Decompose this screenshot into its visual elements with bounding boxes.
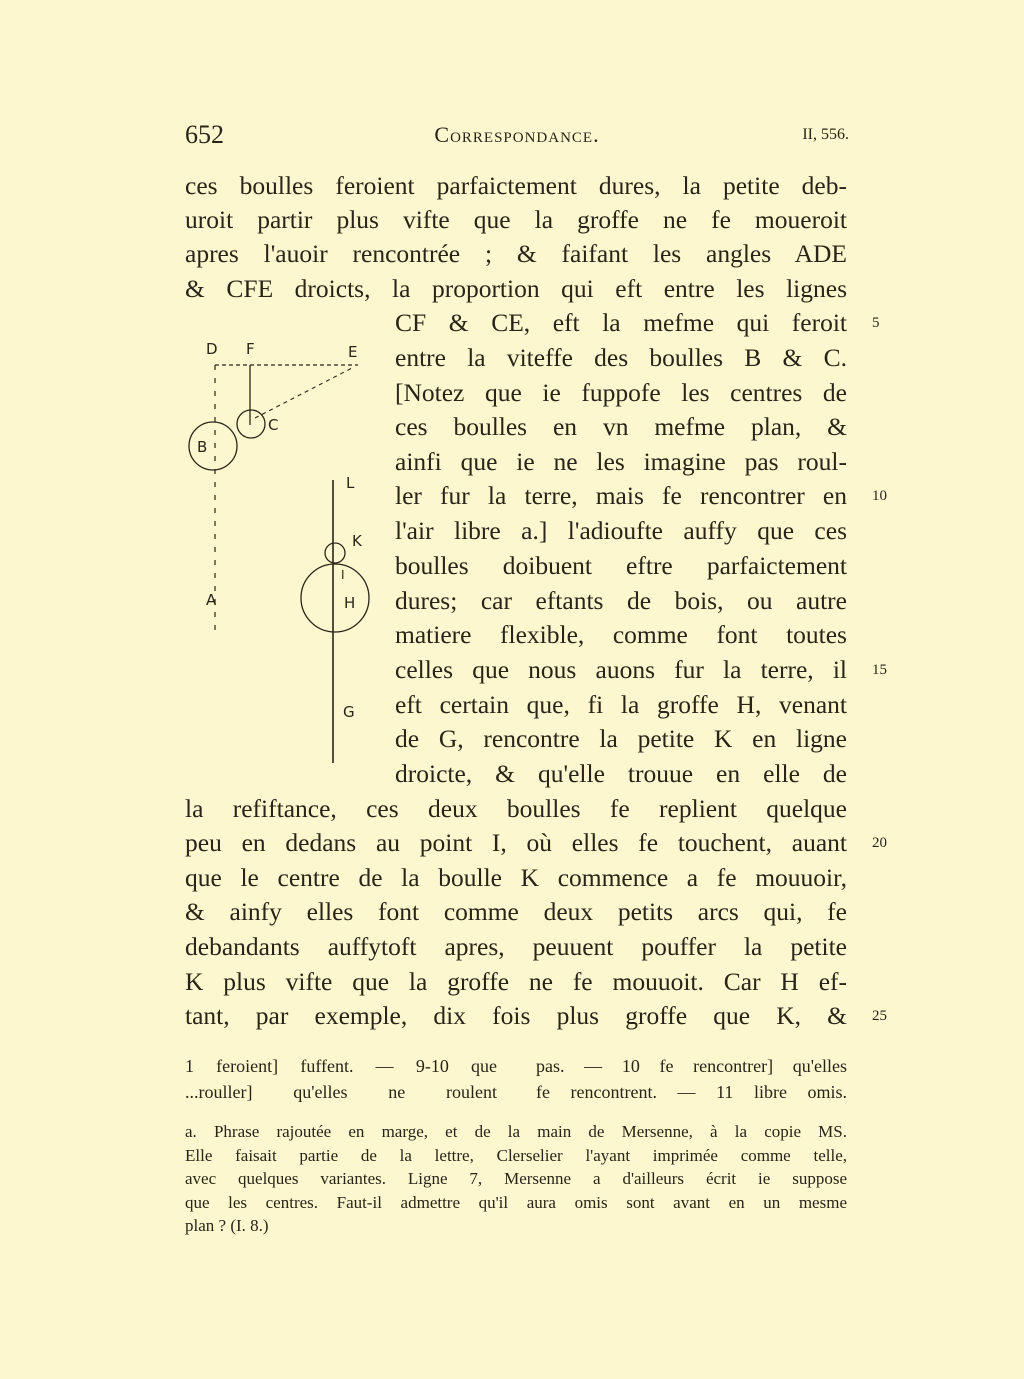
ball-h <box>301 564 369 632</box>
body-line: [Notez que ie fuppofe les centres de <box>395 378 847 407</box>
line-number: 25 <box>872 1008 887 1024</box>
body-line: & CFE droicts, la proportion qui eft entre les lignes <box>185 274 847 303</box>
collision-diagram <box>180 330 390 770</box>
variant-line: pas. — 10 fe rencontrer] qu'elles <box>536 1056 847 1076</box>
label-i: I <box>341 568 345 582</box>
variant-line: ...rouller] qu'elles ne roulent <box>185 1082 497 1102</box>
body-line: peu en dedans au point I, où elles fe touchent, auant <box>185 828 847 857</box>
ball-k <box>325 543 345 563</box>
body-line: entre la viteffe des boulles B & C. <box>395 343 847 372</box>
edition-reference: II, 556. <box>802 126 849 143</box>
label-a: A <box>206 591 217 609</box>
body-line: & ainfy elles font comme deux petits arcs qui, fe <box>185 897 847 926</box>
body-line: CF & CE, eft la mefme qui feroit <box>395 308 847 337</box>
body-line: ler fur la terre, mais fe rencontrer en <box>395 481 847 510</box>
body-line: que le centre de la boulle K commence a fe mouuoir, <box>185 863 847 892</box>
line-number: 20 <box>872 835 887 851</box>
label-g: G <box>343 703 355 721</box>
body-line: celles que nous auons fur la terre, il <box>395 655 847 684</box>
body-line: ainfi que ie ne les imagine pas roul- <box>395 447 847 476</box>
body-line: ces boulles feroient parfaictement dures, la petite deb- <box>185 171 847 200</box>
body-line: droicte, & qu'elle trouue en elle de <box>395 759 847 788</box>
page-number: 652 <box>185 120 224 149</box>
label-f: F <box>246 340 255 358</box>
label-e: E <box>348 343 358 361</box>
body-line: apres l'auoir rencontrée ; & faifant les angles ADE <box>185 239 847 268</box>
running-header <box>185 120 849 152</box>
label-d: D <box>206 340 218 358</box>
body-line: uroit partir plus vifte que la groffe ne fe moueroit <box>185 205 847 234</box>
body-line: boulles doibuent eftre parfaictement <box>395 551 847 580</box>
label-c: C <box>268 416 279 434</box>
line-ce <box>255 368 352 418</box>
line-number: 5 <box>872 315 880 331</box>
body-line: dures; car eftants de bois, ou autre <box>395 586 847 615</box>
body-line: l'air libre a.] l'adioufte auffy que ces <box>395 516 847 545</box>
variant-line: fe rencontrent. — 11 libre omis. <box>536 1082 847 1102</box>
body-line: la refiftance, ces deux boulles fe replient quelque <box>185 794 847 823</box>
footnote-line: Elle faisait partie de la lettre, Clerselier l'ayant imprimée comme telle, <box>185 1146 847 1165</box>
running-title: Correspondance. <box>434 122 600 147</box>
footnote-line: plan ? (I. 8.) <box>185 1216 269 1235</box>
line-number: 15 <box>872 662 887 678</box>
variant-line: 1 feroient] fuffent. — 9-10 que <box>185 1056 497 1076</box>
footnote-line: a. Phrase rajoutée en marge, et de la main de Mersenne, à la copie MS. <box>185 1122 847 1141</box>
label-h: H <box>344 594 356 612</box>
ball-c <box>237 410 265 438</box>
label-l: L <box>346 474 355 492</box>
body-line: eft certain que, fi la groffe H, venant <box>395 690 847 719</box>
body-line: debandants auffytoft apres, peuuent pouffer la petite <box>185 932 847 961</box>
footnote-line: avec quelques variantes. Ligne 7, Mersenne a d'ailleurs écrit ie suppose <box>185 1169 847 1188</box>
body-line: matiere flexible, comme font toutes <box>395 620 847 649</box>
label-b: B <box>197 438 208 456</box>
body-line: ces boulles en vn mefme plan, & <box>395 412 847 441</box>
label-k: K <box>352 532 362 550</box>
body-line: de G, rencontre la petite K en ligne <box>395 724 847 753</box>
footnote-line: que les centres. Faut-il admettre qu'il aura omis sont avant en un mesme <box>185 1193 847 1212</box>
line-number: 10 <box>872 488 887 504</box>
body-line: K plus vifte que la groffe ne fe mouuoit. Car H ef- <box>185 967 847 996</box>
body-line: tant, par exemple, dix fois plus groffe que K, & <box>185 1001 847 1030</box>
